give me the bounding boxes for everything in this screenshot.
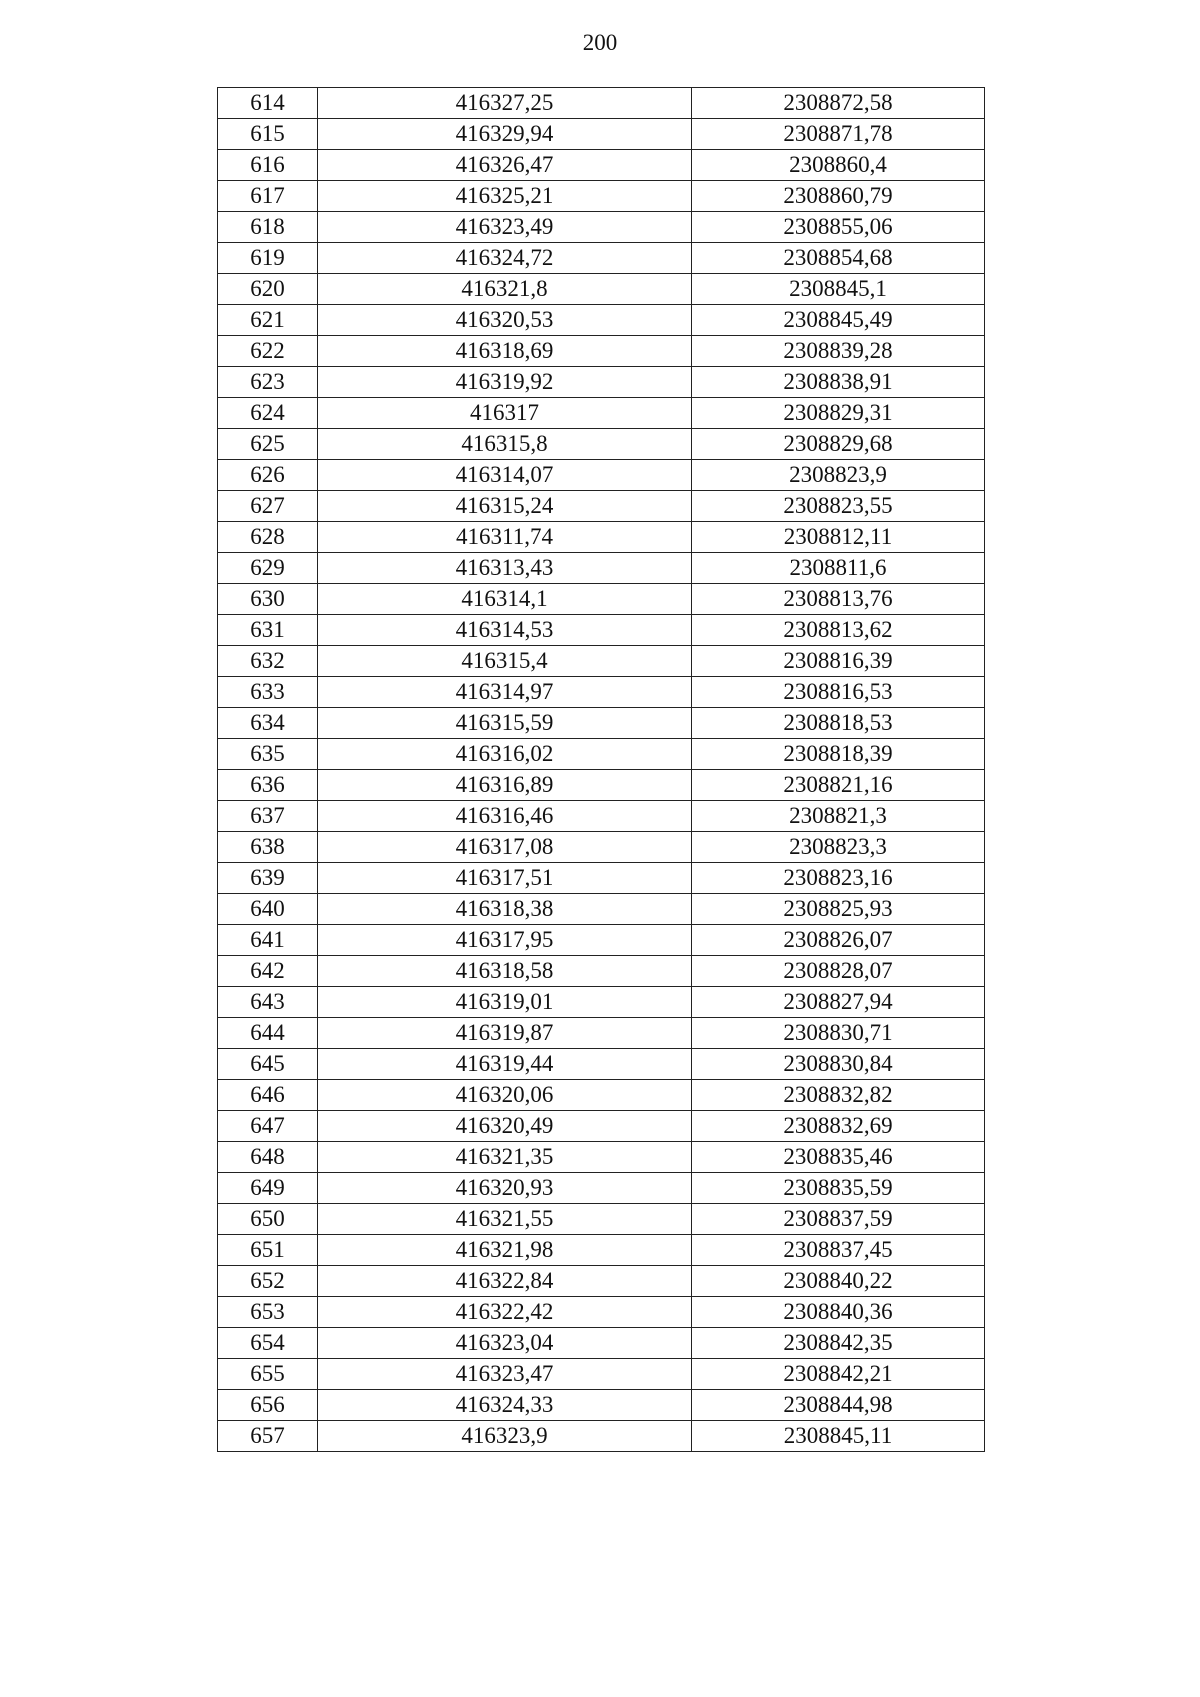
y-coordinate-cell: 2308830,71 [692, 1018, 985, 1049]
x-coordinate-cell: 416325,21 [318, 181, 692, 212]
y-coordinate-cell: 2308828,07 [692, 956, 985, 987]
x-coordinate-cell: 416314,97 [318, 677, 692, 708]
x-coordinate-cell: 416322,84 [318, 1266, 692, 1297]
x-coordinate-cell: 416326,47 [318, 150, 692, 181]
x-coordinate-cell: 416317,08 [318, 832, 692, 863]
y-coordinate-cell: 2308854,68 [692, 243, 985, 274]
point-number-cell: 653 [218, 1297, 318, 1328]
x-coordinate-cell: 416329,94 [318, 119, 692, 150]
y-coordinate-cell: 2308827,94 [692, 987, 985, 1018]
y-coordinate-cell: 2308840,22 [692, 1266, 985, 1297]
table-row [218, 677, 985, 708]
table-row [218, 491, 985, 522]
table-row [218, 336, 985, 367]
point-number-cell: 617 [218, 181, 318, 212]
y-coordinate-cell: 2308813,76 [692, 584, 985, 615]
point-number-cell: 625 [218, 429, 318, 460]
table-row [218, 1018, 985, 1049]
table-row [218, 1390, 985, 1421]
x-coordinate-cell: 416316,02 [318, 739, 692, 770]
x-coordinate-cell: 416317,51 [318, 863, 692, 894]
y-coordinate-cell: 2308826,07 [692, 925, 985, 956]
y-coordinate-cell: 2308844,98 [692, 1390, 985, 1421]
x-coordinate-cell: 416321,8 [318, 274, 692, 305]
y-coordinate-cell: 2308860,4 [692, 150, 985, 181]
point-number-cell: 643 [218, 987, 318, 1018]
y-coordinate-cell: 2308855,06 [692, 212, 985, 243]
table-row [218, 1080, 985, 1111]
x-coordinate-cell: 416323,49 [318, 212, 692, 243]
point-number-cell: 616 [218, 150, 318, 181]
point-number-cell: 635 [218, 739, 318, 770]
x-coordinate-cell: 416314,07 [318, 460, 692, 491]
x-coordinate-cell: 416324,72 [318, 243, 692, 274]
table-row [218, 770, 985, 801]
x-coordinate-cell: 416319,87 [318, 1018, 692, 1049]
y-coordinate-cell: 2308840,36 [692, 1297, 985, 1328]
table-row [218, 1111, 985, 1142]
y-coordinate-cell: 2308835,46 [692, 1142, 985, 1173]
y-coordinate-cell: 2308872,58 [692, 88, 985, 119]
point-number-cell: 637 [218, 801, 318, 832]
point-number-cell: 621 [218, 305, 318, 336]
x-coordinate-cell: 416322,42 [318, 1297, 692, 1328]
table-row [218, 553, 985, 584]
x-coordinate-cell: 416321,98 [318, 1235, 692, 1266]
point-number-cell: 624 [218, 398, 318, 429]
point-number-cell: 628 [218, 522, 318, 553]
point-number-cell: 655 [218, 1359, 318, 1390]
point-number-cell: 627 [218, 491, 318, 522]
point-number-cell: 648 [218, 1142, 318, 1173]
table-row [218, 894, 985, 925]
table-row [218, 119, 985, 150]
y-coordinate-cell: 2308842,21 [692, 1359, 985, 1390]
table-row [218, 739, 985, 770]
x-coordinate-cell: 416321,35 [318, 1142, 692, 1173]
table-row [218, 274, 985, 305]
table-row [218, 398, 985, 429]
x-coordinate-cell: 416317,95 [318, 925, 692, 956]
y-coordinate-cell: 2308823,9 [692, 460, 985, 491]
x-coordinate-cell: 416315,59 [318, 708, 692, 739]
x-coordinate-cell: 416323,47 [318, 1359, 692, 1390]
x-coordinate-cell: 416313,43 [318, 553, 692, 584]
table-row [218, 1173, 985, 1204]
y-coordinate-cell: 2308845,49 [692, 305, 985, 336]
table-row [218, 522, 985, 553]
x-coordinate-cell: 416314,1 [318, 584, 692, 615]
y-coordinate-cell: 2308811,6 [692, 553, 985, 584]
point-number-cell: 640 [218, 894, 318, 925]
point-number-cell: 657 [218, 1421, 318, 1452]
point-number-cell: 649 [218, 1173, 318, 1204]
x-coordinate-cell: 416311,74 [318, 522, 692, 553]
point-number-cell: 623 [218, 367, 318, 398]
table-row [218, 1266, 985, 1297]
table-row [218, 584, 985, 615]
y-coordinate-cell: 2308818,53 [692, 708, 985, 739]
point-number-cell: 650 [218, 1204, 318, 1235]
x-coordinate-cell: 416320,49 [318, 1111, 692, 1142]
y-coordinate-cell: 2308837,45 [692, 1235, 985, 1266]
x-coordinate-cell: 416323,04 [318, 1328, 692, 1359]
y-coordinate-cell: 2308871,78 [692, 119, 985, 150]
point-number-cell: 614 [218, 88, 318, 119]
x-coordinate-cell: 416327,25 [318, 88, 692, 119]
table-row [218, 615, 985, 646]
table-row [218, 181, 985, 212]
point-number-cell: 629 [218, 553, 318, 584]
y-coordinate-cell: 2308812,11 [692, 522, 985, 553]
x-coordinate-cell: 416317 [318, 398, 692, 429]
point-number-cell: 626 [218, 460, 318, 491]
point-number-cell: 638 [218, 832, 318, 863]
y-coordinate-cell: 2308818,39 [692, 739, 985, 770]
point-number-cell: 620 [218, 274, 318, 305]
y-coordinate-cell: 2308821,16 [692, 770, 985, 801]
y-coordinate-cell: 2308823,16 [692, 863, 985, 894]
point-number-cell: 619 [218, 243, 318, 274]
table-row [218, 1142, 985, 1173]
x-coordinate-cell: 416318,69 [318, 336, 692, 367]
point-number-cell: 642 [218, 956, 318, 987]
point-number-cell: 615 [218, 119, 318, 150]
point-number-cell: 651 [218, 1235, 318, 1266]
table-row [218, 1359, 985, 1390]
table-row [218, 863, 985, 894]
x-coordinate-cell: 416316,46 [318, 801, 692, 832]
x-coordinate-cell: 416321,55 [318, 1204, 692, 1235]
table-row [218, 88, 985, 119]
point-number-cell: 652 [218, 1266, 318, 1297]
x-coordinate-cell: 416315,24 [318, 491, 692, 522]
table-row [218, 367, 985, 398]
point-number-cell: 633 [218, 677, 318, 708]
y-coordinate-cell: 2308832,82 [692, 1080, 985, 1111]
table-row [218, 708, 985, 739]
point-number-cell: 634 [218, 708, 318, 739]
coordinates-table-body [218, 88, 985, 1452]
table-row [218, 1297, 985, 1328]
table-row [218, 150, 985, 181]
table-row [218, 925, 985, 956]
x-coordinate-cell: 416320,93 [318, 1173, 692, 1204]
coordinates-table [217, 87, 985, 1452]
y-coordinate-cell: 2308821,3 [692, 801, 985, 832]
y-coordinate-cell: 2308816,39 [692, 646, 985, 677]
y-coordinate-cell: 2308813,62 [692, 615, 985, 646]
table-row [218, 460, 985, 491]
table-row [218, 987, 985, 1018]
y-coordinate-cell: 2308845,1 [692, 274, 985, 305]
point-number-cell: 645 [218, 1049, 318, 1080]
x-coordinate-cell: 416320,53 [318, 305, 692, 336]
point-number-cell: 647 [218, 1111, 318, 1142]
x-coordinate-cell: 416319,01 [318, 987, 692, 1018]
y-coordinate-cell: 2308860,79 [692, 181, 985, 212]
table-row [218, 832, 985, 863]
point-number-cell: 644 [218, 1018, 318, 1049]
y-coordinate-cell: 2308839,28 [692, 336, 985, 367]
y-coordinate-cell: 2308823,55 [692, 491, 985, 522]
point-number-cell: 630 [218, 584, 318, 615]
y-coordinate-cell: 2308830,84 [692, 1049, 985, 1080]
x-coordinate-cell: 416319,44 [318, 1049, 692, 1080]
point-number-cell: 656 [218, 1390, 318, 1421]
point-number-cell: 636 [218, 770, 318, 801]
table-row [218, 243, 985, 274]
table-row [218, 1328, 985, 1359]
x-coordinate-cell: 416315,8 [318, 429, 692, 460]
point-number-cell: 618 [218, 212, 318, 243]
x-coordinate-cell: 416323,9 [318, 1421, 692, 1452]
x-coordinate-cell: 416324,33 [318, 1390, 692, 1421]
y-coordinate-cell: 2308825,93 [692, 894, 985, 925]
y-coordinate-cell: 2308823,3 [692, 832, 985, 863]
y-coordinate-cell: 2308832,69 [692, 1111, 985, 1142]
point-number-cell: 641 [218, 925, 318, 956]
x-coordinate-cell: 416319,92 [318, 367, 692, 398]
x-coordinate-cell: 416320,06 [318, 1080, 692, 1111]
table-row [218, 956, 985, 987]
x-coordinate-cell: 416316,89 [318, 770, 692, 801]
y-coordinate-cell: 2308829,31 [692, 398, 985, 429]
table-row [218, 1049, 985, 1080]
x-coordinate-cell: 416314,53 [318, 615, 692, 646]
y-coordinate-cell: 2308842,35 [692, 1328, 985, 1359]
table-row [218, 801, 985, 832]
table-row [218, 212, 985, 243]
table-row [218, 429, 985, 460]
x-coordinate-cell: 416318,58 [318, 956, 692, 987]
y-coordinate-cell: 2308837,59 [692, 1204, 985, 1235]
y-coordinate-cell: 2308838,91 [692, 367, 985, 398]
table-row [218, 646, 985, 677]
page-number: 200 [582, 30, 618, 55]
point-number-cell: 622 [218, 336, 318, 367]
point-number-cell: 646 [218, 1080, 318, 1111]
y-coordinate-cell: 2308835,59 [692, 1173, 985, 1204]
x-coordinate-cell: 416318,38 [318, 894, 692, 925]
point-number-cell: 631 [218, 615, 318, 646]
table-row [218, 305, 985, 336]
x-coordinate-cell: 416315,4 [318, 646, 692, 677]
table-row [218, 1204, 985, 1235]
y-coordinate-cell: 2308816,53 [692, 677, 985, 708]
y-coordinate-cell: 2308845,11 [692, 1421, 985, 1452]
table-row [218, 1421, 985, 1452]
table-row [218, 1235, 985, 1266]
point-number-cell: 632 [218, 646, 318, 677]
y-coordinate-cell: 2308829,68 [692, 429, 985, 460]
point-number-cell: 654 [218, 1328, 318, 1359]
point-number-cell: 639 [218, 863, 318, 894]
